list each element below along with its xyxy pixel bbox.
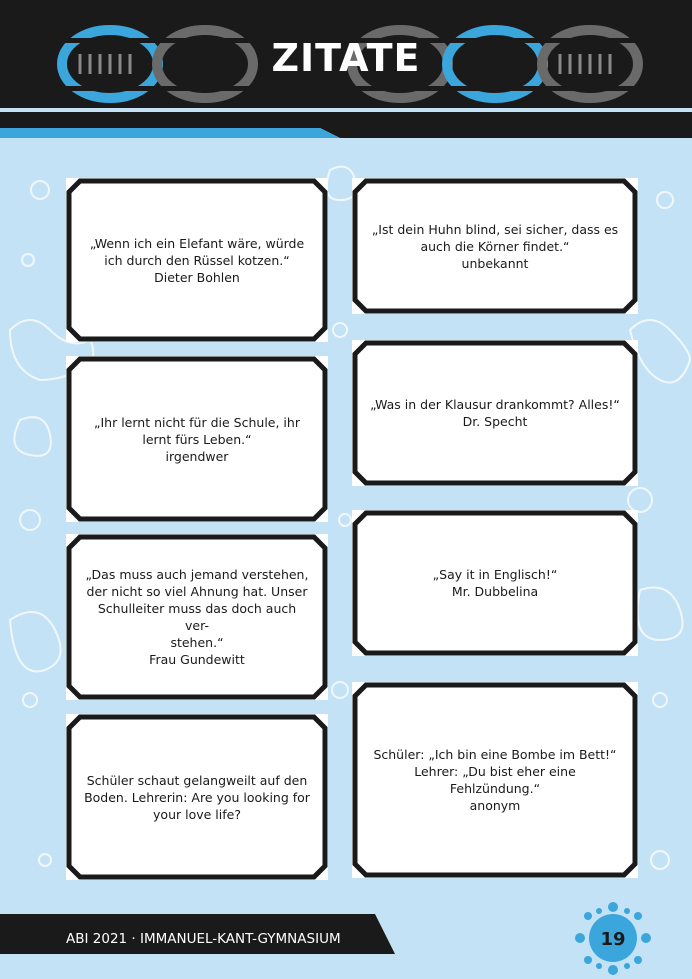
quote-card — [352, 178, 638, 314]
quote-card — [352, 682, 638, 878]
quote-text: Schüler: „Ich bin eine Bombe im Bett!“ Lehrer: „Du bist eher eine Fehlzündung.“ anonym — [373, 747, 617, 813]
quote-text: „Wenn ich ein Elefant wäre, würde ich durch den Rüssel kotzen.“ Dieter Bohlen — [89, 235, 305, 285]
quote-text: „Ihr lernt nicht für die Schule, ihr lernt fürs Leben.“ irgendwer — [94, 414, 300, 464]
footer-text: ABI 2021 · IMMANUEL-KANT-GYMNASIUM — [66, 931, 341, 947]
page-number: 19 — [600, 929, 626, 950]
quote-text: Schüler schaut gelangweilt auf den Boden. Lehrerin: Are you looking for your love life? — [84, 772, 310, 822]
quote-card — [66, 178, 328, 342]
quote-card — [66, 356, 328, 522]
quote-card — [66, 714, 328, 880]
quote-text: „Was in der Klausur drankommt? Alles!“ Dr. Specht — [370, 397, 620, 429]
quote-card — [352, 510, 638, 656]
page-title: ZITATE — [271, 36, 421, 80]
quote-text: „Ist dein Huhn blind, sei sicher, dass es auch die Körner findet.“ unbekannt — [371, 221, 619, 271]
quote-card — [352, 340, 638, 486]
quote-card — [66, 534, 328, 700]
quote-text: „Das muss auch jemand verstehen, der nicht so viel Ahnung hat. Unser Schulleiter muss das doch auch ver- stehen.“ Frau Gundewitt — [85, 567, 309, 667]
quote-text: „Say it in Englisch!“ Mr. Dubbelina — [432, 567, 558, 599]
